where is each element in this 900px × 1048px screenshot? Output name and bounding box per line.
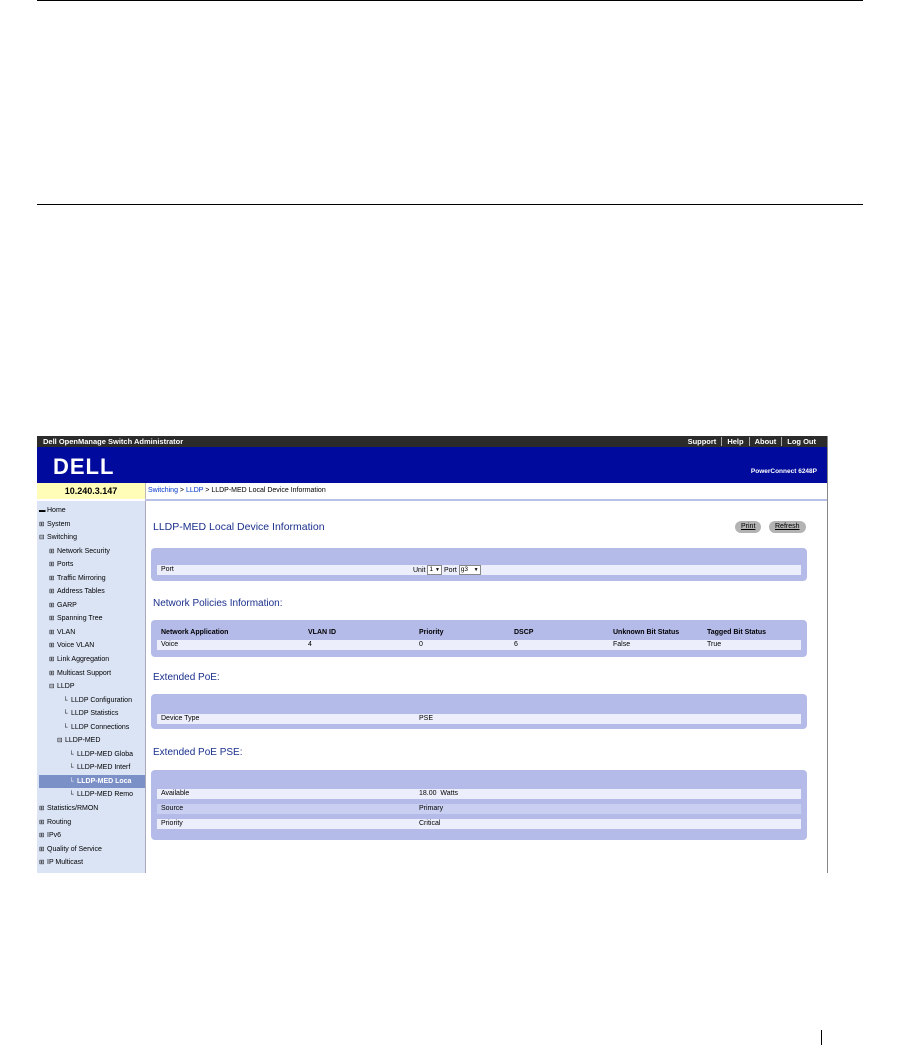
table-cell: 0 xyxy=(419,641,423,648)
column-header: Unknown Bit Status xyxy=(613,629,680,636)
table-cell: 4 xyxy=(308,641,312,648)
about-link[interactable]: About xyxy=(749,437,782,446)
breadcrumb-divider xyxy=(145,499,827,501)
plus-icon[interactable]: ⊞ xyxy=(39,805,45,813)
tree-line-icon: └ xyxy=(69,791,74,799)
sidebar-item-quality-of-service[interactable]: ⊞ Quality of Service xyxy=(39,843,145,857)
column-header: Priority xyxy=(419,629,444,636)
minus-icon[interactable]: ⊟ xyxy=(57,737,63,745)
sidebar-item-lldp[interactable]: ⊟ LLDP xyxy=(39,680,145,694)
sidebar-item-lldp-connections[interactable]: └ LLDP Connections xyxy=(39,721,145,735)
sidebar-item-ip-multicast[interactable]: ⊞ IP Multicast xyxy=(39,856,145,870)
column-header: DSCP xyxy=(514,629,534,636)
device-type-row xyxy=(157,714,801,724)
tree-line-icon: └ xyxy=(63,696,68,704)
plus-icon[interactable]: ⊞ xyxy=(39,818,45,826)
sidebar-item-vlan[interactable]: ⊞ VLAN xyxy=(39,626,145,640)
sidebar-item-multicast-support[interactable]: ⊞ Multicast Support xyxy=(39,667,145,681)
port-label: Port xyxy=(161,566,174,573)
sidebar-item-traffic-mirroring[interactable]: ⊞ Traffic Mirroring xyxy=(39,572,145,586)
sidebar-item-garp[interactable]: ⊞ GARP xyxy=(39,599,145,613)
plus-icon[interactable]: ⊞ xyxy=(39,520,45,528)
device-type-value: PSE xyxy=(419,715,434,722)
plus-icon[interactable]: ⊞ xyxy=(39,832,45,840)
plus-icon[interactable]: ⊞ xyxy=(49,601,55,609)
chevron-down-icon: ▼ xyxy=(435,567,440,573)
home-icon: ▬ xyxy=(39,507,46,514)
plus-icon[interactable]: ⊞ xyxy=(49,628,55,636)
page-title: LLDP-MED Local Device Information xyxy=(153,521,325,533)
breadcrumb-lldp[interactable]: LLDP xyxy=(185,487,204,494)
sidebar-item-switching[interactable]: ⊟ Switching xyxy=(39,531,145,545)
port-select-label: Port xyxy=(443,566,457,574)
sidebar-item-lldp-statistics[interactable]: └ LLDP Statistics xyxy=(39,707,145,721)
header-banner xyxy=(37,447,827,483)
extended-poe-title: Extended PoE: xyxy=(153,672,220,683)
breadcrumb-separator: > xyxy=(177,487,186,494)
network-policies-panel xyxy=(151,620,807,657)
column-header: Tagged Bit Status xyxy=(707,629,766,636)
source-value: Primary xyxy=(419,805,444,812)
tree-line-icon: └ xyxy=(69,764,74,772)
plus-icon[interactable]: ⊞ xyxy=(49,574,55,582)
table-cell: Voice xyxy=(161,641,179,648)
sidebar-item-lldp-med-local[interactable]: └ LLDP-MED Loca xyxy=(39,775,145,789)
breadcrumb xyxy=(148,483,326,499)
unit-select[interactable]: 1 ▼ xyxy=(429,566,440,573)
page-marker xyxy=(821,1030,822,1045)
available-value: 18.00 Watts xyxy=(419,790,459,797)
table-cell: 6 xyxy=(514,641,518,648)
title-bar xyxy=(37,436,827,447)
sidebar-item-ports[interactable]: ⊞ Ports xyxy=(39,558,145,572)
network-policies-title: Network Policies Information: xyxy=(153,598,283,609)
extended-poe-pse-title: Extended PoE PSE: xyxy=(153,747,243,758)
breadcrumb-switching[interactable]: Switching xyxy=(148,487,178,494)
sidebar xyxy=(37,501,146,873)
screenshot xyxy=(37,436,828,873)
plus-icon[interactable]: ⊞ xyxy=(49,547,55,555)
ip-address: 10.240.3.147 xyxy=(37,483,146,499)
plus-icon[interactable]: ⊞ xyxy=(39,845,45,853)
plus-icon[interactable]: ⊞ xyxy=(39,859,45,867)
plus-icon[interactable]: ⊞ xyxy=(49,656,55,664)
sidebar-item-address-tables[interactable]: ⊞ Address Tables xyxy=(39,585,145,599)
sidebar-item-lldp-med-interface[interactable]: └ LLDP-MED Interf xyxy=(39,761,145,775)
plus-icon[interactable]: ⊞ xyxy=(49,561,55,569)
device-type-label: Device Type xyxy=(161,715,200,722)
chevron-down-icon: ▼ xyxy=(473,567,479,573)
sidebar-item-spanning-tree[interactable]: ⊞ Spanning Tree xyxy=(39,612,145,626)
table-header xyxy=(157,628,801,638)
breadcrumb-current: LLDP-MED Local Device Information xyxy=(211,487,326,494)
plus-icon[interactable]: ⊞ xyxy=(49,642,55,650)
column-header: Network Application xyxy=(161,629,229,636)
extended-poe-panel xyxy=(151,694,807,729)
plus-icon[interactable]: ⊞ xyxy=(49,669,55,677)
available-row xyxy=(157,789,801,799)
breadcrumb-separator: > xyxy=(203,487,212,494)
section-rule xyxy=(37,204,863,205)
table-cell: True xyxy=(707,641,722,648)
sidebar-item-routing[interactable]: ⊞ Routing xyxy=(39,816,145,830)
tree-line-icon: └ xyxy=(69,750,74,758)
support-link[interactable]: Support xyxy=(687,437,717,446)
table-row xyxy=(157,640,801,650)
port-select[interactable]: g3 ▼ xyxy=(460,566,479,573)
main-content xyxy=(149,505,825,873)
sidebar-item-lldp-med[interactable]: ⊟ LLDP-MED xyxy=(39,734,145,748)
port-panel xyxy=(151,548,807,581)
plus-icon[interactable]: ⊞ xyxy=(49,615,55,623)
sidebar-item-link-aggregation[interactable]: ⊞ Link Aggregation xyxy=(39,653,145,667)
sidebar-item-voice-vlan[interactable]: ⊞ Voice VLAN xyxy=(39,639,145,653)
priority-label: Priority xyxy=(161,820,183,827)
app-title: Dell OpenManage Switch Administrator xyxy=(43,437,184,446)
top-links xyxy=(683,437,821,446)
tree-line-icon: └ xyxy=(69,777,74,785)
unit-label: Unit xyxy=(413,566,426,574)
column-header: VLAN ID xyxy=(308,629,336,636)
sidebar-item-system[interactable]: ⊞ System xyxy=(39,518,145,532)
sidebar-item-network-security[interactable]: ⊞ Network Security xyxy=(39,545,145,559)
dell-logo: DELL xyxy=(53,454,115,479)
minus-icon[interactable]: ⊟ xyxy=(49,683,55,691)
sidebar-item-lldp-med-remote[interactable]: └ LLDP-MED Remo xyxy=(39,788,145,802)
sidebar-item-ipv6[interactable]: ⊞ IPv6 xyxy=(39,829,145,843)
extended-poe-pse-panel xyxy=(151,770,807,840)
port-row xyxy=(157,565,801,575)
sidebar-item-statistics-rmon[interactable]: ⊞ Statistics/RMON xyxy=(39,802,145,816)
available-label: Available xyxy=(161,790,190,797)
help-link[interactable]: Help xyxy=(721,437,748,446)
table-cell: False xyxy=(613,641,631,648)
logout-link[interactable]: Log Out xyxy=(781,437,821,446)
refresh-button[interactable]: Refresh xyxy=(769,521,806,533)
tree-line-icon: └ xyxy=(63,710,68,718)
nav-tree xyxy=(39,504,145,870)
unit-port-selectors xyxy=(413,565,481,576)
sidebar-item-home[interactable]: ▬ Home xyxy=(39,504,145,518)
source-row xyxy=(157,804,801,814)
priority-row xyxy=(157,819,801,829)
sidebar-item-lldp-med-global[interactable]: └ LLDP-MED Globa xyxy=(39,748,145,762)
tree-line-icon: └ xyxy=(63,723,68,731)
plus-icon[interactable]: ⊞ xyxy=(49,588,55,596)
sidebar-item-lldp-configuration[interactable]: └ LLDP Configuration xyxy=(39,694,145,708)
model-name: PowerConnect 6248P xyxy=(750,468,817,475)
source-label: Source xyxy=(161,805,184,812)
print-button[interactable]: Print xyxy=(735,521,761,533)
top-rule xyxy=(37,0,863,1)
priority-value: Critical xyxy=(419,820,441,827)
minus-icon[interactable]: ⊟ xyxy=(39,534,45,542)
